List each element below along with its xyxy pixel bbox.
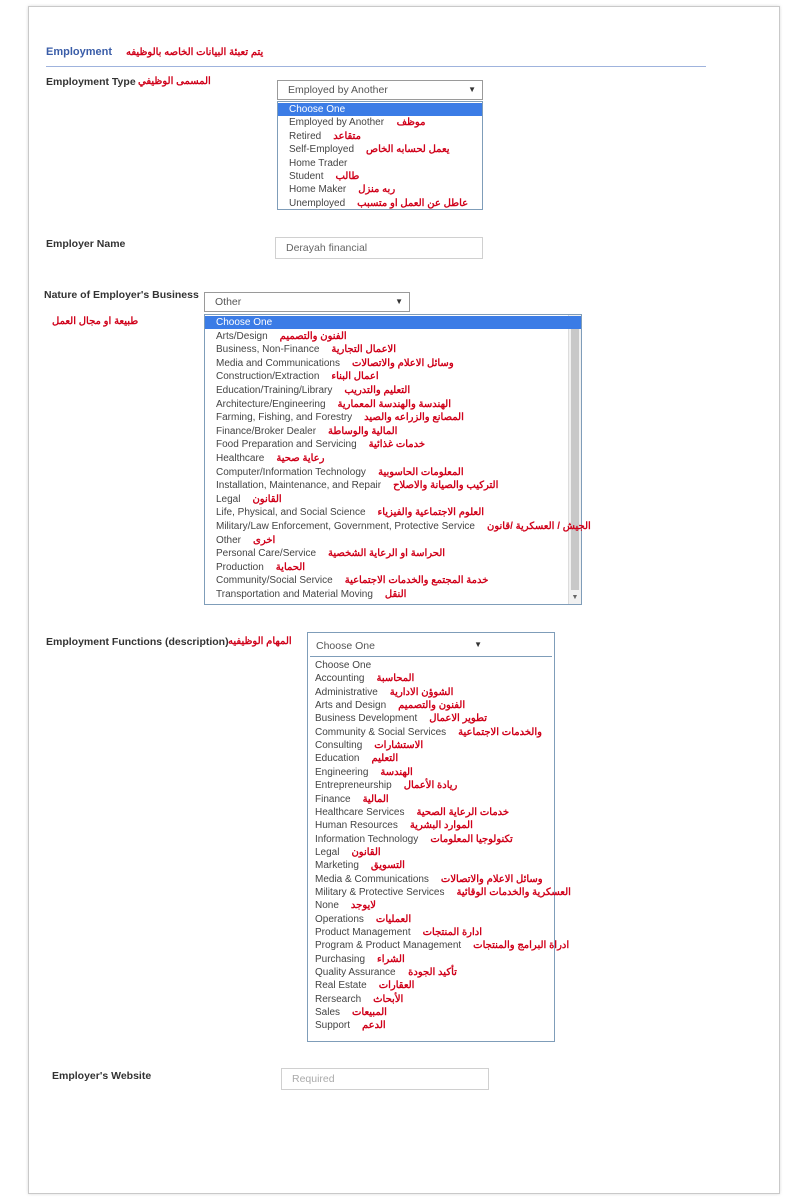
option-label: Life, Physical, and Social Science (216, 507, 366, 519)
employment-functions-option[interactable] (308, 699, 554, 712)
employer-website-label: Employer's Website (52, 1070, 152, 1082)
option-arabic-note: ريادة الأعمال (403, 780, 458, 792)
employment-type-option[interactable] (278, 157, 482, 170)
option-label: Operations (315, 913, 364, 925)
option-label: Production (216, 561, 264, 573)
employment-functions-option[interactable] (308, 659, 554, 672)
employment-type-option[interactable] (278, 197, 482, 210)
option-label: Real Estate (315, 980, 367, 992)
option-label: Choose One (315, 660, 372, 671)
chevron-down-icon: ▼ (395, 297, 403, 306)
employment-functions-option[interactable] (308, 1019, 554, 1032)
employment-functions-option[interactable] (308, 913, 554, 926)
option-label: Installation, Maintenance, and Repair (216, 480, 382, 492)
option-label: Food Preparation and Servicing (216, 439, 357, 451)
scroll-down-icon[interactable]: ▼ (571, 594, 579, 601)
section-title-ar: يتم تعبئة البيانات الخاصه بالوظيفه (126, 47, 264, 58)
nature-of-business-option[interactable] (205, 561, 581, 574)
business-nature-select[interactable] (204, 292, 410, 312)
option-label: Healthcare (216, 453, 265, 464)
nature-of-business-option[interactable] (205, 534, 581, 547)
option-label: Rersearch (315, 993, 362, 1005)
option-arabic-note: العقارات (378, 980, 415, 992)
option-arabic-note: خدمات الرعاية الصحية (416, 806, 510, 818)
nature-of-business-option[interactable] (205, 506, 581, 519)
option-label: Business, Non-Finance (216, 344, 320, 356)
option-label: Community & Social Services (315, 726, 447, 738)
option-arabic-note: والخدمات الاجتماعية (458, 726, 542, 738)
option-arabic-note: القانون (252, 493, 282, 505)
employment-functions-option[interactable] (308, 739, 554, 752)
nature-of-business-option[interactable] (205, 425, 581, 438)
nature-of-business-option[interactable] (205, 384, 581, 397)
option-arabic-note: المحاسبة (376, 673, 415, 685)
employment-functions-option[interactable] (308, 726, 554, 739)
employment-functions-option[interactable] (308, 793, 554, 806)
employment-functions-option[interactable] (308, 779, 554, 792)
option-label: Unemployed (289, 197, 346, 209)
option-label: Employed by Another (289, 117, 385, 129)
option-arabic-note: النقل (384, 589, 407, 600)
nature-of-business-option[interactable] (205, 466, 581, 479)
nature-of-business-option[interactable] (205, 547, 581, 560)
option-arabic-note: الأبحاث (373, 993, 404, 1005)
option-arabic-note: ادارة المنتجات (422, 927, 483, 938)
option-label: Retired (289, 130, 322, 142)
chevron-down-icon: ▼ (474, 640, 482, 649)
option-arabic-note: وسائل الاعلام والاتصالات (351, 357, 454, 369)
employment-functions-option[interactable] (308, 686, 554, 699)
option-arabic-note: تطوير الاعمال (429, 713, 488, 725)
option-label: Information Technology (315, 833, 419, 845)
option-label: Military & Protective Services (315, 886, 445, 898)
option-arabic-note: خدمة المجتمع والخدمات الاجتماعية (344, 575, 489, 587)
option-arabic-note: المصانع والزراعه والصيد (364, 412, 464, 424)
option-label: Choose One (289, 104, 346, 115)
option-arabic-note: التعليم (371, 753, 399, 765)
option-arabic-note: الجيش / العسكرية /قانون (486, 521, 591, 532)
option-label: Legal (216, 493, 241, 505)
employment-functions-option[interactable] (308, 886, 571, 899)
nature-of-business-option[interactable] (205, 370, 581, 383)
option-label: Administrative (315, 686, 378, 698)
option-arabic-note: الفنون والتصميم (398, 700, 466, 712)
nature-of-business-option[interactable] (205, 479, 581, 492)
option-arabic-note: ادراة البرامج والمنتجات (473, 940, 570, 952)
employment-functions-option[interactable] (308, 712, 554, 725)
option-arabic-note: الاعمال التجارية (331, 344, 397, 356)
option-arabic-note: الحماية (275, 561, 306, 573)
employment-type-option[interactable] (278, 170, 482, 183)
option-arabic-note: عاطل عن العمل او متسبب (357, 197, 469, 209)
business-nature-label: Nature of Employer's Business (44, 289, 199, 301)
option-label: Sales (315, 1007, 341, 1019)
option-label: Military/Law Enforcement, Government, Protective Service (216, 521, 475, 532)
option-arabic-note: الشوؤن الادارية (389, 686, 454, 698)
business-nature-options[interactable] (204, 314, 591, 605)
option-arabic-note: التسويق (370, 860, 405, 872)
option-label: Architecture/Engineering (216, 398, 326, 410)
employment-functions-option[interactable] (308, 1006, 554, 1019)
option-arabic-note: الدعم (362, 1020, 386, 1032)
employment-functions-option[interactable] (308, 899, 554, 912)
employment-type-label-ar: المسمى الوظيفي (138, 76, 211, 87)
employment-functions-option[interactable] (308, 939, 570, 952)
option-label: Business Development (315, 713, 418, 725)
employment-functions-option[interactable] (308, 926, 554, 939)
option-arabic-note: خدمات غذائية (368, 439, 426, 451)
nature-of-business-option[interactable] (205, 588, 581, 601)
nature-of-business-option[interactable] (205, 330, 581, 343)
nature-of-business-option[interactable] (205, 452, 581, 465)
employment-functions-option[interactable] (308, 846, 554, 859)
option-arabic-note: المالية والوساطة (328, 425, 398, 437)
option-arabic-note: لايوجد (350, 900, 376, 912)
option-arabic-note: الحراسة او الرعاية الشخصية (328, 548, 446, 560)
option-label: Finance (315, 793, 351, 805)
option-label: Arts/Design (216, 330, 268, 342)
business-nature-selected: Other (215, 296, 242, 308)
option-label: Finance/Broker Dealer (216, 425, 317, 437)
employment-type-option[interactable] (278, 116, 482, 129)
employment-functions-label-ar: المهام الوظيفيه (228, 636, 292, 647)
employment-functions-option[interactable] (308, 859, 554, 872)
option-arabic-note: موظف (396, 117, 426, 129)
employment-functions-option[interactable] (308, 766, 554, 779)
nature-of-business-option[interactable] (205, 411, 581, 424)
nature-of-business-option[interactable] (205, 343, 581, 356)
option-label: Media & Communications (315, 873, 429, 885)
option-label: Accounting (315, 673, 365, 685)
option-arabic-note: المبيعات (352, 1007, 387, 1019)
option-arabic-note: تأكيد الجودة (408, 967, 457, 979)
employment-type-option[interactable] (278, 183, 482, 196)
employment-functions-option[interactable] (308, 833, 554, 846)
option-label: Farming, Fishing, and Forestry (216, 412, 353, 424)
option-label: Personal Care/Service (216, 548, 317, 560)
section-title: Employment (46, 46, 113, 58)
option-arabic-note: الفنون والتصميم (279, 330, 347, 342)
option-label: Other (216, 534, 242, 546)
option-arabic-note: القانون (351, 846, 381, 858)
employment-functions-option[interactable] (308, 873, 554, 886)
option-label: Home Maker (289, 184, 347, 196)
option-label: Choose One (216, 317, 273, 328)
option-label: Education (315, 753, 360, 765)
nature-of-business-option[interactable] (205, 316, 581, 329)
option-label: Transportation and Material Moving (216, 589, 373, 600)
option-label: Consulting (315, 740, 363, 752)
employment-functions-option[interactable] (308, 819, 554, 832)
option-label: Engineering (315, 766, 369, 778)
option-arabic-note: يعمل لحسابه الخاص (366, 144, 450, 156)
option-label: Education/Training/Library (216, 385, 333, 396)
employment-functions-select[interactable] (310, 635, 552, 657)
option-arabic-note: الشراء (377, 953, 405, 965)
option-label: Purchasing (315, 953, 366, 965)
nature-of-business-option[interactable] (205, 493, 581, 506)
option-arabic-note: تكنولوجيا المعلومات (430, 833, 513, 845)
option-label: Legal (315, 846, 340, 858)
option-arabic-note: الموارد البشرية (409, 820, 473, 832)
option-arabic-note: المالية (362, 793, 389, 805)
option-arabic-note: اخرى (253, 534, 276, 546)
nature-of-business-option[interactable] (205, 520, 591, 533)
business-nature-label-ar: طبيعة او مجال العمل (52, 316, 139, 327)
employment-functions-options[interactable] (307, 632, 571, 1042)
option-label: Arts and Design (315, 700, 387, 712)
section-divider (46, 66, 706, 67)
option-arabic-note: متقاعد (333, 130, 361, 142)
option-arabic-note: التعليم والتدريب (344, 385, 411, 396)
employment-functions-selected: Choose One (316, 640, 375, 652)
option-label: Human Resources (315, 820, 398, 832)
employment-functions-option[interactable] (308, 979, 554, 992)
option-label: Marketing (315, 860, 359, 872)
employment-functions-option[interactable] (308, 806, 554, 819)
option-label: Program & Product Management (315, 940, 462, 952)
employment-type-select[interactable] (277, 80, 483, 100)
employment-functions-option[interactable] (308, 993, 554, 1006)
nature-of-business-option[interactable] (205, 357, 581, 370)
option-arabic-note: وسائل الاعلام والاتصالات (440, 873, 543, 885)
employment-type-selected: Employed by Another (288, 84, 388, 96)
option-label: Community/Social Service (216, 575, 333, 587)
employment-functions-label: Employment Functions (description) (46, 636, 229, 648)
option-label: None (315, 900, 339, 912)
option-arabic-note: ربه منزل (358, 184, 396, 196)
employer-name-label: Employer Name (46, 238, 126, 250)
option-label: Student (289, 171, 324, 182)
option-arabic-note: التركيب والصيانة والاصلاح (393, 480, 499, 492)
option-label: Quality Assurance (315, 967, 396, 979)
option-arabic-note: المعلومات الحاسوبية (378, 466, 464, 478)
option-label: Entrepreneurship (315, 780, 392, 792)
option-arabic-note: طالب (335, 171, 360, 182)
employment-functions-option[interactable] (308, 966, 554, 979)
nature-of-business-option[interactable] (205, 574, 581, 587)
option-arabic-note: الهندسة والهندسة المعمارية (337, 398, 452, 410)
option-label: Product Management (315, 927, 411, 938)
option-label: Construction/Extraction (216, 371, 320, 383)
option-label: Home Trader (289, 157, 348, 169)
option-arabic-note: الهندسة (380, 766, 413, 778)
employment-type-option[interactable] (278, 130, 482, 143)
option-arabic-note: اعمال البناء (331, 371, 379, 383)
option-arabic-note: العمليات (375, 913, 412, 925)
option-arabic-note: الاستشارات (374, 740, 424, 752)
option-arabic-note: العسكرية والخدمات الوقائية (456, 886, 571, 898)
nature-of-business-option[interactable] (205, 398, 581, 411)
option-label: Media and Communications (216, 357, 340, 369)
employer-website-input[interactable]: Required (281, 1068, 489, 1090)
option-arabic-note: رعاية صحية (276, 453, 325, 464)
employment-type-options[interactable] (277, 101, 483, 210)
employment-functions-option[interactable] (308, 752, 554, 765)
option-label: Healthcare Services (315, 806, 405, 818)
chevron-down-icon: ▼ (468, 85, 476, 94)
employment-type-option[interactable] (278, 143, 482, 156)
option-label: Support (315, 1020, 351, 1032)
nature-of-business-option[interactable] (205, 438, 581, 451)
employment-functions-option[interactable] (308, 672, 554, 685)
option-arabic-note: العلوم الاجتماعية والفيزياء (377, 507, 485, 519)
employment-functions-option[interactable] (308, 953, 554, 966)
employment-type-label: Employment Type (46, 76, 136, 88)
employer-name-input[interactable]: Derayah financial (275, 237, 483, 259)
employment-type-option[interactable] (278, 103, 482, 116)
option-label: Self-Employed (289, 144, 355, 156)
option-label: Computer/Information Technology (216, 466, 366, 478)
